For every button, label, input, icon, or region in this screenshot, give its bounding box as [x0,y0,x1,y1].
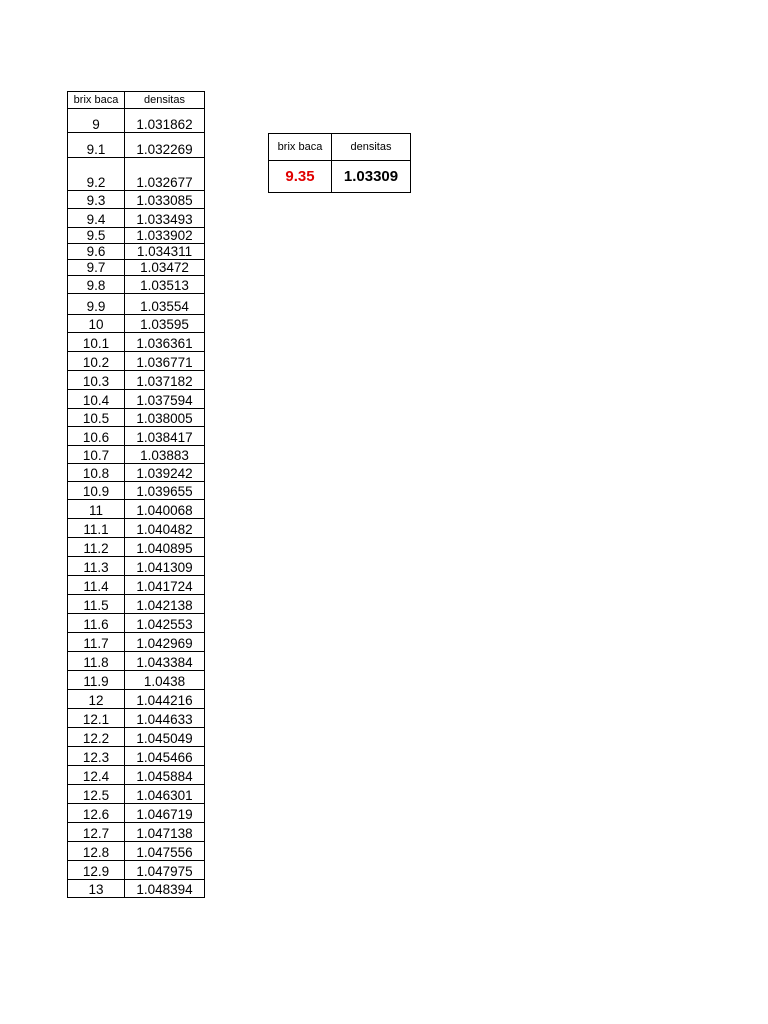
brix-cell[interactable]: 10.1 [68,333,125,352]
table-row [68,464,205,482]
table-row [68,228,205,244]
brix-cell[interactable]: 11.1 [68,519,125,538]
header-densitas: densitas [125,92,205,109]
table-row [68,747,205,766]
densitas-cell[interactable]: 1.040895 [125,538,205,557]
brix-cell[interactable]: 9.9 [68,294,125,315]
densitas-cell[interactable]: 1.046301 [125,785,205,804]
brix-cell[interactable]: 12.8 [68,842,125,861]
brix-cell[interactable]: 12.5 [68,785,125,804]
table-row [68,842,205,861]
table-row [68,652,205,671]
lookup-header-brix-baca: brix baca [269,134,332,161]
densitas-cell[interactable]: 1.047556 [125,842,205,861]
densitas-cell[interactable]: 1.041724 [125,576,205,595]
densitas-cell[interactable]: 1.033902 [125,228,205,244]
table-row [68,595,205,614]
table-row [68,614,205,633]
table-row [68,276,205,294]
brix-cell[interactable]: 12.3 [68,747,125,766]
brix-cell[interactable]: 9 [68,109,125,133]
densitas-cell[interactable]: 1.03554 [125,294,205,315]
densitas-cell[interactable]: 1.036771 [125,352,205,371]
densitas-cell[interactable]: 1.041309 [125,557,205,576]
densitas-cell[interactable]: 1.047975 [125,861,205,880]
densitas-cell[interactable]: 1.044216 [125,690,205,709]
table-row [68,690,205,709]
brix-cell[interactable]: 10.6 [68,427,125,446]
densitas-cell[interactable]: 1.048394 [125,880,205,898]
table-row [68,633,205,652]
densitas-cell[interactable]: 1.040482 [125,519,205,538]
table-row [68,260,205,276]
densitas-cell[interactable]: 1.03883 [125,446,205,464]
brix-cell[interactable]: 9.8 [68,276,125,294]
table-row [68,861,205,880]
brix-cell[interactable]: 9.4 [68,209,125,228]
densitas-cell[interactable]: 1.03513 [125,276,205,294]
table-row [68,409,205,427]
densitas-cell[interactable]: 1.03595 [125,315,205,333]
densitas-cell[interactable]: 1.034311 [125,244,205,260]
brix-cell[interactable]: 11 [68,500,125,519]
table-row [68,333,205,352]
brix-cell[interactable]: 9.5 [68,228,125,244]
brix-cell[interactable]: 12.7 [68,823,125,842]
densitas-cell[interactable]: 1.03472 [125,260,205,276]
brix-cell[interactable]: 9.1 [68,133,125,158]
brix-cell[interactable]: 11.4 [68,576,125,595]
brix-cell[interactable]: 11.5 [68,595,125,614]
lookup-header-densitas: densitas [332,134,411,161]
lookup-header-row [269,134,411,161]
densitas-cell[interactable]: 1.032269 [125,133,205,158]
brix-cell[interactable]: 11.8 [68,652,125,671]
table-row [68,766,205,785]
densitas-cell[interactable]: 1.033085 [125,191,205,209]
densitas-cell[interactable]: 1.037182 [125,371,205,390]
brix-cell[interactable]: 10.4 [68,390,125,409]
densitas-cell[interactable]: 1.038005 [125,409,205,427]
table-body [68,109,205,898]
table-row [68,557,205,576]
brix-cell[interactable]: 10.7 [68,446,125,464]
table-row [68,158,205,191]
brix-cell[interactable]: 12.1 [68,709,125,728]
lookup-brix-value[interactable]: 9.35 [269,161,332,193]
table-row [68,371,205,390]
brix-cell[interactable]: 11.2 [68,538,125,557]
table-row [68,500,205,519]
brix-cell[interactable]: 9.7 [68,260,125,276]
brix-cell[interactable]: 10.5 [68,409,125,427]
brix-cell[interactable]: 12 [68,690,125,709]
table-row [68,244,205,260]
table-row [68,709,205,728]
table-row [68,315,205,333]
brix-cell[interactable]: 10.8 [68,464,125,482]
table-row [68,390,205,409]
brix-cell[interactable]: 12.9 [68,861,125,880]
table-row [68,538,205,557]
brix-cell[interactable]: 10.9 [68,482,125,500]
table-row [68,804,205,823]
table-row [68,352,205,371]
densitas-cell[interactable]: 1.042138 [125,595,205,614]
brix-cell[interactable]: 13 [68,880,125,898]
table-row [68,482,205,500]
table-row [68,671,205,690]
brix-density-table [67,91,205,898]
brix-cell[interactable]: 11.9 [68,671,125,690]
densitas-cell[interactable]: 1.038417 [125,427,205,446]
table-header-row [68,92,205,109]
densitas-cell[interactable]: 1.042553 [125,614,205,633]
densitas-cell[interactable]: 1.046719 [125,804,205,823]
brix-cell[interactable]: 12.4 [68,766,125,785]
densitas-cell[interactable]: 1.044633 [125,709,205,728]
table-row [68,576,205,595]
table-row [68,880,205,898]
lookup-densitas-value[interactable]: 1.03309 [332,161,411,193]
brix-cell[interactable]: 10.3 [68,371,125,390]
table-row [68,785,205,804]
lookup-result-table [268,133,411,193]
table-row [68,823,205,842]
densitas-cell[interactable]: 1.039655 [125,482,205,500]
densitas-cell[interactable]: 1.039242 [125,464,205,482]
brix-cell[interactable]: 9.6 [68,244,125,260]
densitas-cell[interactable]: 1.042969 [125,633,205,652]
table-row [68,109,205,133]
table-row [68,209,205,228]
table-row [68,728,205,747]
brix-cell[interactable]: 9.3 [68,191,125,209]
densitas-cell[interactable]: 1.037594 [125,390,205,409]
lookup-value-row [269,161,411,193]
densitas-cell[interactable]: 1.033493 [125,209,205,228]
densitas-cell[interactable]: 1.0438 [125,671,205,690]
table-row [68,446,205,464]
densitas-cell[interactable]: 1.040068 [125,500,205,519]
table-row [68,427,205,446]
brix-cell[interactable]: 11.6 [68,614,125,633]
table-row [68,294,205,315]
table-row [68,519,205,538]
table-row [68,133,205,158]
densitas-cell[interactable]: 1.045466 [125,747,205,766]
densitas-cell[interactable]: 1.043384 [125,652,205,671]
densitas-cell[interactable]: 1.036361 [125,333,205,352]
densitas-cell[interactable]: 1.045049 [125,728,205,747]
brix-cell[interactable]: 11.3 [68,557,125,576]
brix-cell[interactable]: 11.7 [68,633,125,652]
brix-cell[interactable]: 10 [68,315,125,333]
densitas-cell[interactable]: 1.032677 [125,158,205,191]
densitas-cell[interactable]: 1.047138 [125,823,205,842]
brix-cell[interactable]: 9.2 [68,158,125,191]
brix-cell[interactable]: 12.6 [68,804,125,823]
densitas-cell[interactable]: 1.045884 [125,766,205,785]
densitas-cell[interactable]: 1.031862 [125,109,205,133]
header-brix-baca: brix baca [68,92,125,109]
table-row [68,191,205,209]
brix-cell[interactable]: 12.2 [68,728,125,747]
brix-cell[interactable]: 10.2 [68,352,125,371]
